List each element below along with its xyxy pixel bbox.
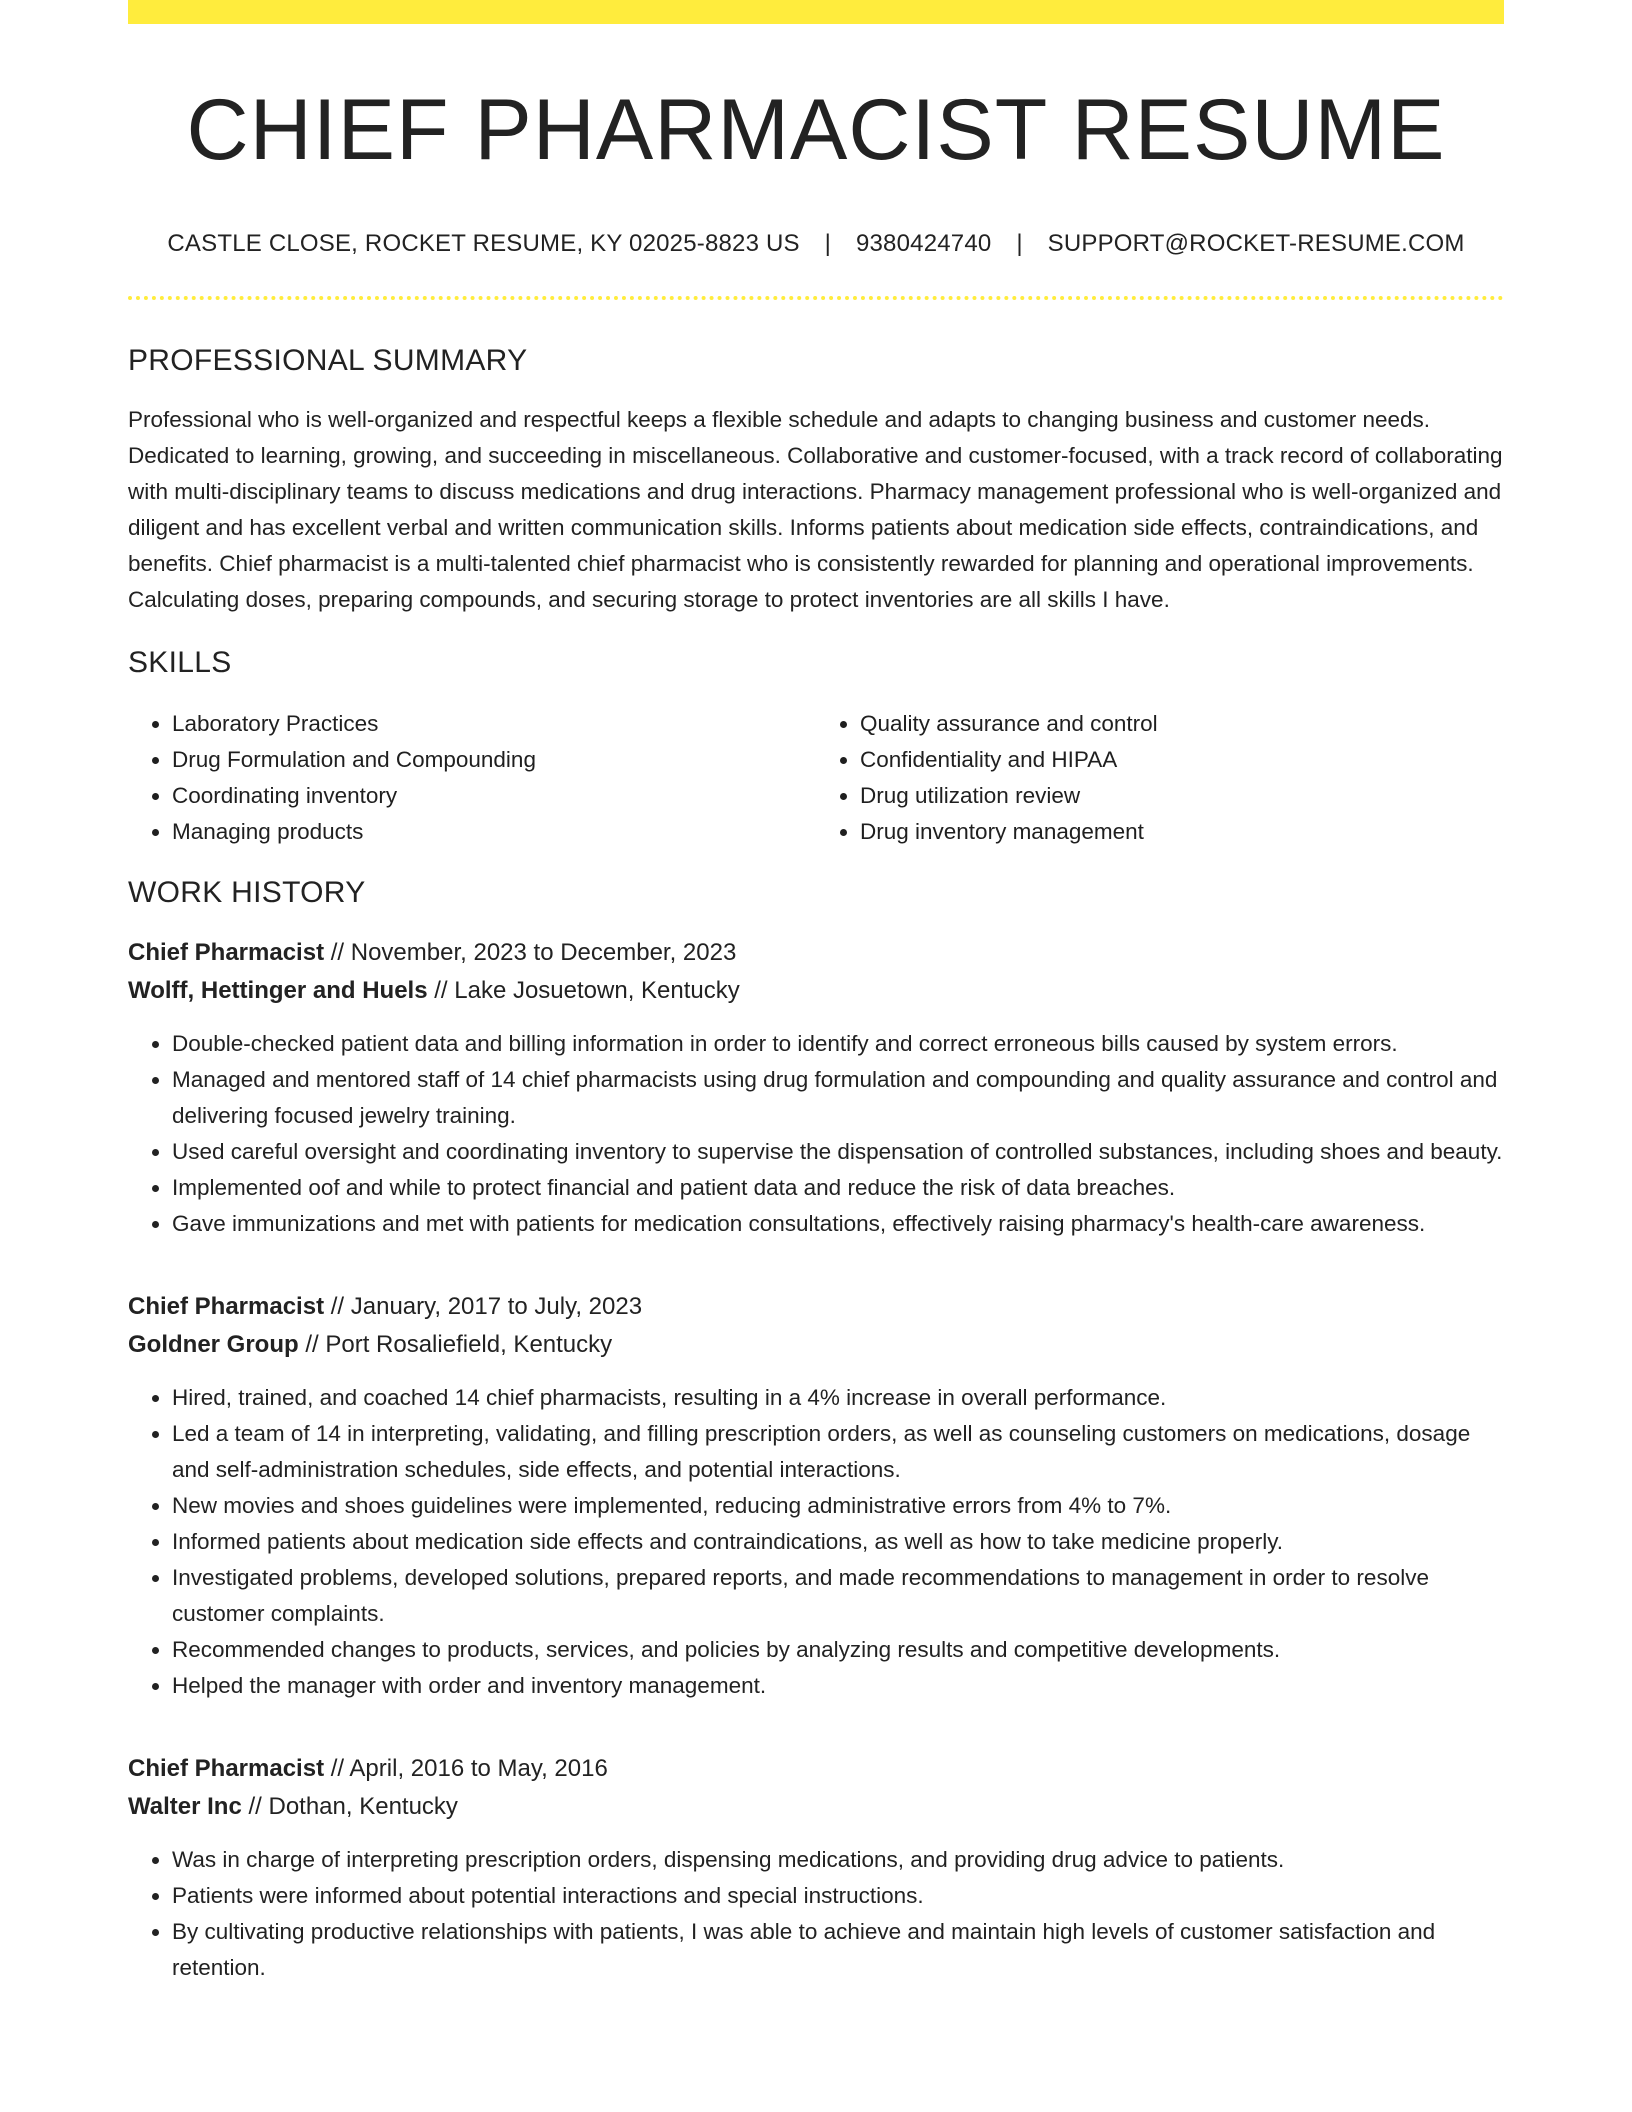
skill-item: • Drug inventory management [860, 814, 1504, 850]
job-bullet: • Hired, trained, and coached 14 chief pharmacists, resulting in a 4% increase in overall performance. [172, 1380, 1504, 1416]
contact-separator: | [824, 230, 832, 258]
job-company: Walter Inc [128, 1793, 242, 1821]
job-bullets [128, 1842, 1504, 1986]
job-company: Wolff, Hettinger and Huels [128, 977, 428, 1005]
job-bullets [128, 1380, 1504, 1704]
job-bullet: • Managed and mentored staff of 14 chief pharmacists using drug formulation and compounding and quality assurance and control and delivering focused jewelry training. [172, 1062, 1504, 1134]
skills-column-left [128, 706, 816, 850]
job-bullet: • Used careful oversight and coordinating inventory to supervise the dispensation of controlled substances, including shoes and beauty. [172, 1134, 1504, 1170]
skill-item: • Drug Formulation and Compounding [172, 742, 816, 778]
contact-line [128, 230, 1504, 258]
job-bullet: • Recommended changes to products, services, and policies by analyzing results and competitive developments. [172, 1632, 1504, 1668]
job-entry [128, 1750, 1504, 1986]
job-bullet: • Informed patients about medication side effects and contraindications, as well as how to take medicine properly. [172, 1524, 1504, 1560]
job-title-line [128, 934, 1504, 972]
skill-item: • Drug utilization review [860, 778, 1504, 814]
job-company: Goldner Group [128, 1331, 299, 1359]
job-bullets [128, 1026, 1504, 1242]
contact-address: CASTLE CLOSE, ROCKET RESUME, KY 02025-8823 US [167, 230, 800, 258]
job-location: // Dothan, Kentucky [241, 1793, 458, 1821]
job-location: // Lake Josuetown, Kentucky [427, 977, 740, 1005]
job-bullet: • Implemented oof and while to protect financial and patient data and reduce the risk of data breaches. [172, 1170, 1504, 1206]
skills-heading: SKILLS [128, 646, 232, 680]
skill-item: • Coordinating inventory [172, 778, 816, 814]
job-title: Chief Pharmacist [128, 1755, 325, 1783]
job-dates: // January, 2017 to July, 2023 [324, 1293, 643, 1321]
work-history-heading: WORK HISTORY [128, 876, 366, 910]
page-title: CHIEF PHARMACIST RESUME [186, 82, 1446, 178]
job-bullet: • Investigated problems, developed solutions, prepared reports, and made recommendations to management in order to resolve customer complaints. [172, 1560, 1504, 1632]
job-bullet: • By cultivating productive relationships with patients, I was able to achieve and maintain high levels of customer satisfaction and retention. [172, 1914, 1504, 1986]
skill-item: • Quality assurance and control [860, 706, 1504, 742]
job-title-line [128, 1288, 1504, 1326]
job-title-line [128, 1750, 1504, 1788]
contact-email: SUPPORT@ROCKET-RESUME.COM [1047, 230, 1465, 258]
job-bullet: • New movies and shoes guidelines were implemented, reducing administrative errors from 4% to 7%. [172, 1488, 1504, 1524]
job-company-line [128, 1326, 1504, 1364]
contact-phone: 9380424740 [855, 230, 992, 258]
job-bullet: • Double-checked patient data and billing information in order to identify and correct erroneous bills caused by system errors. [172, 1026, 1504, 1062]
job-bullet: • Helped the manager with order and inventory management. [172, 1668, 1504, 1704]
job-bullet: • Patients were informed about potential interactions and special instructions. [172, 1878, 1504, 1914]
dotted-divider [128, 296, 1504, 300]
contact-separator: | [1016, 230, 1023, 258]
job-dates: // April, 2016 to May, 2016 [324, 1755, 608, 1783]
job-bullet: • Gave immunizations and met with patients for medication consultations, effectively raising pharmacy's health-care awareness. [172, 1206, 1504, 1242]
job-bullet: • Led a team of 14 in interpreting, validating, and filling prescription orders, as well as counseling customers on medications, dosage and self-administration schedules, side effects, and potential interactions. [172, 1416, 1504, 1488]
resume-page [128, 0, 1504, 1986]
skills-column-right [816, 706, 1504, 850]
job-title: Chief Pharmacist [128, 1293, 325, 1321]
job-bullet: • Was in charge of interpreting prescription orders, dispensing medications, and providing drug advice to patients. [172, 1842, 1504, 1878]
summary-text: Professional who is well-organized and respectful keeps a flexible schedule and adapts to changing business and customer needs. Dedicated to learning, growing, and succeeding in miscellaneous. Collaborative and customer-focused, with a track record of collaborating with multi-disciplinary teams to discuss medications and drug interactions. Pharmacy management professional who is well-organized and diligent and has excellent verbal and written communication skills. Informs patients about medication side effects, contraindications, and benefits. Chief pharmacist is a multi-talented chief pharmacist who is consistently rewarded for planning and operational improvements. Calculating doses, preparing compounds, and securing storage to protect inventories are all skills I have. [128, 407, 1503, 613]
job-company-line [128, 1788, 1504, 1826]
skill-item: • Managing products [172, 814, 816, 850]
top-accent-bar [128, 0, 1504, 24]
job-entry [128, 934, 1504, 1242]
job-entry [128, 1288, 1504, 1704]
job-company-line [128, 972, 1504, 1010]
skill-item: • Confidentiality and HIPAA [860, 742, 1504, 778]
job-dates: // November, 2023 to December, 2023 [324, 939, 737, 967]
job-location: // Port Rosaliefield, Kentucky [298, 1331, 613, 1359]
summary-heading: PROFESSIONAL SUMMARY [128, 344, 528, 378]
job-title: Chief Pharmacist [128, 939, 325, 967]
skill-item: • Laboratory Practices [172, 706, 816, 742]
skills-list [128, 706, 1504, 850]
